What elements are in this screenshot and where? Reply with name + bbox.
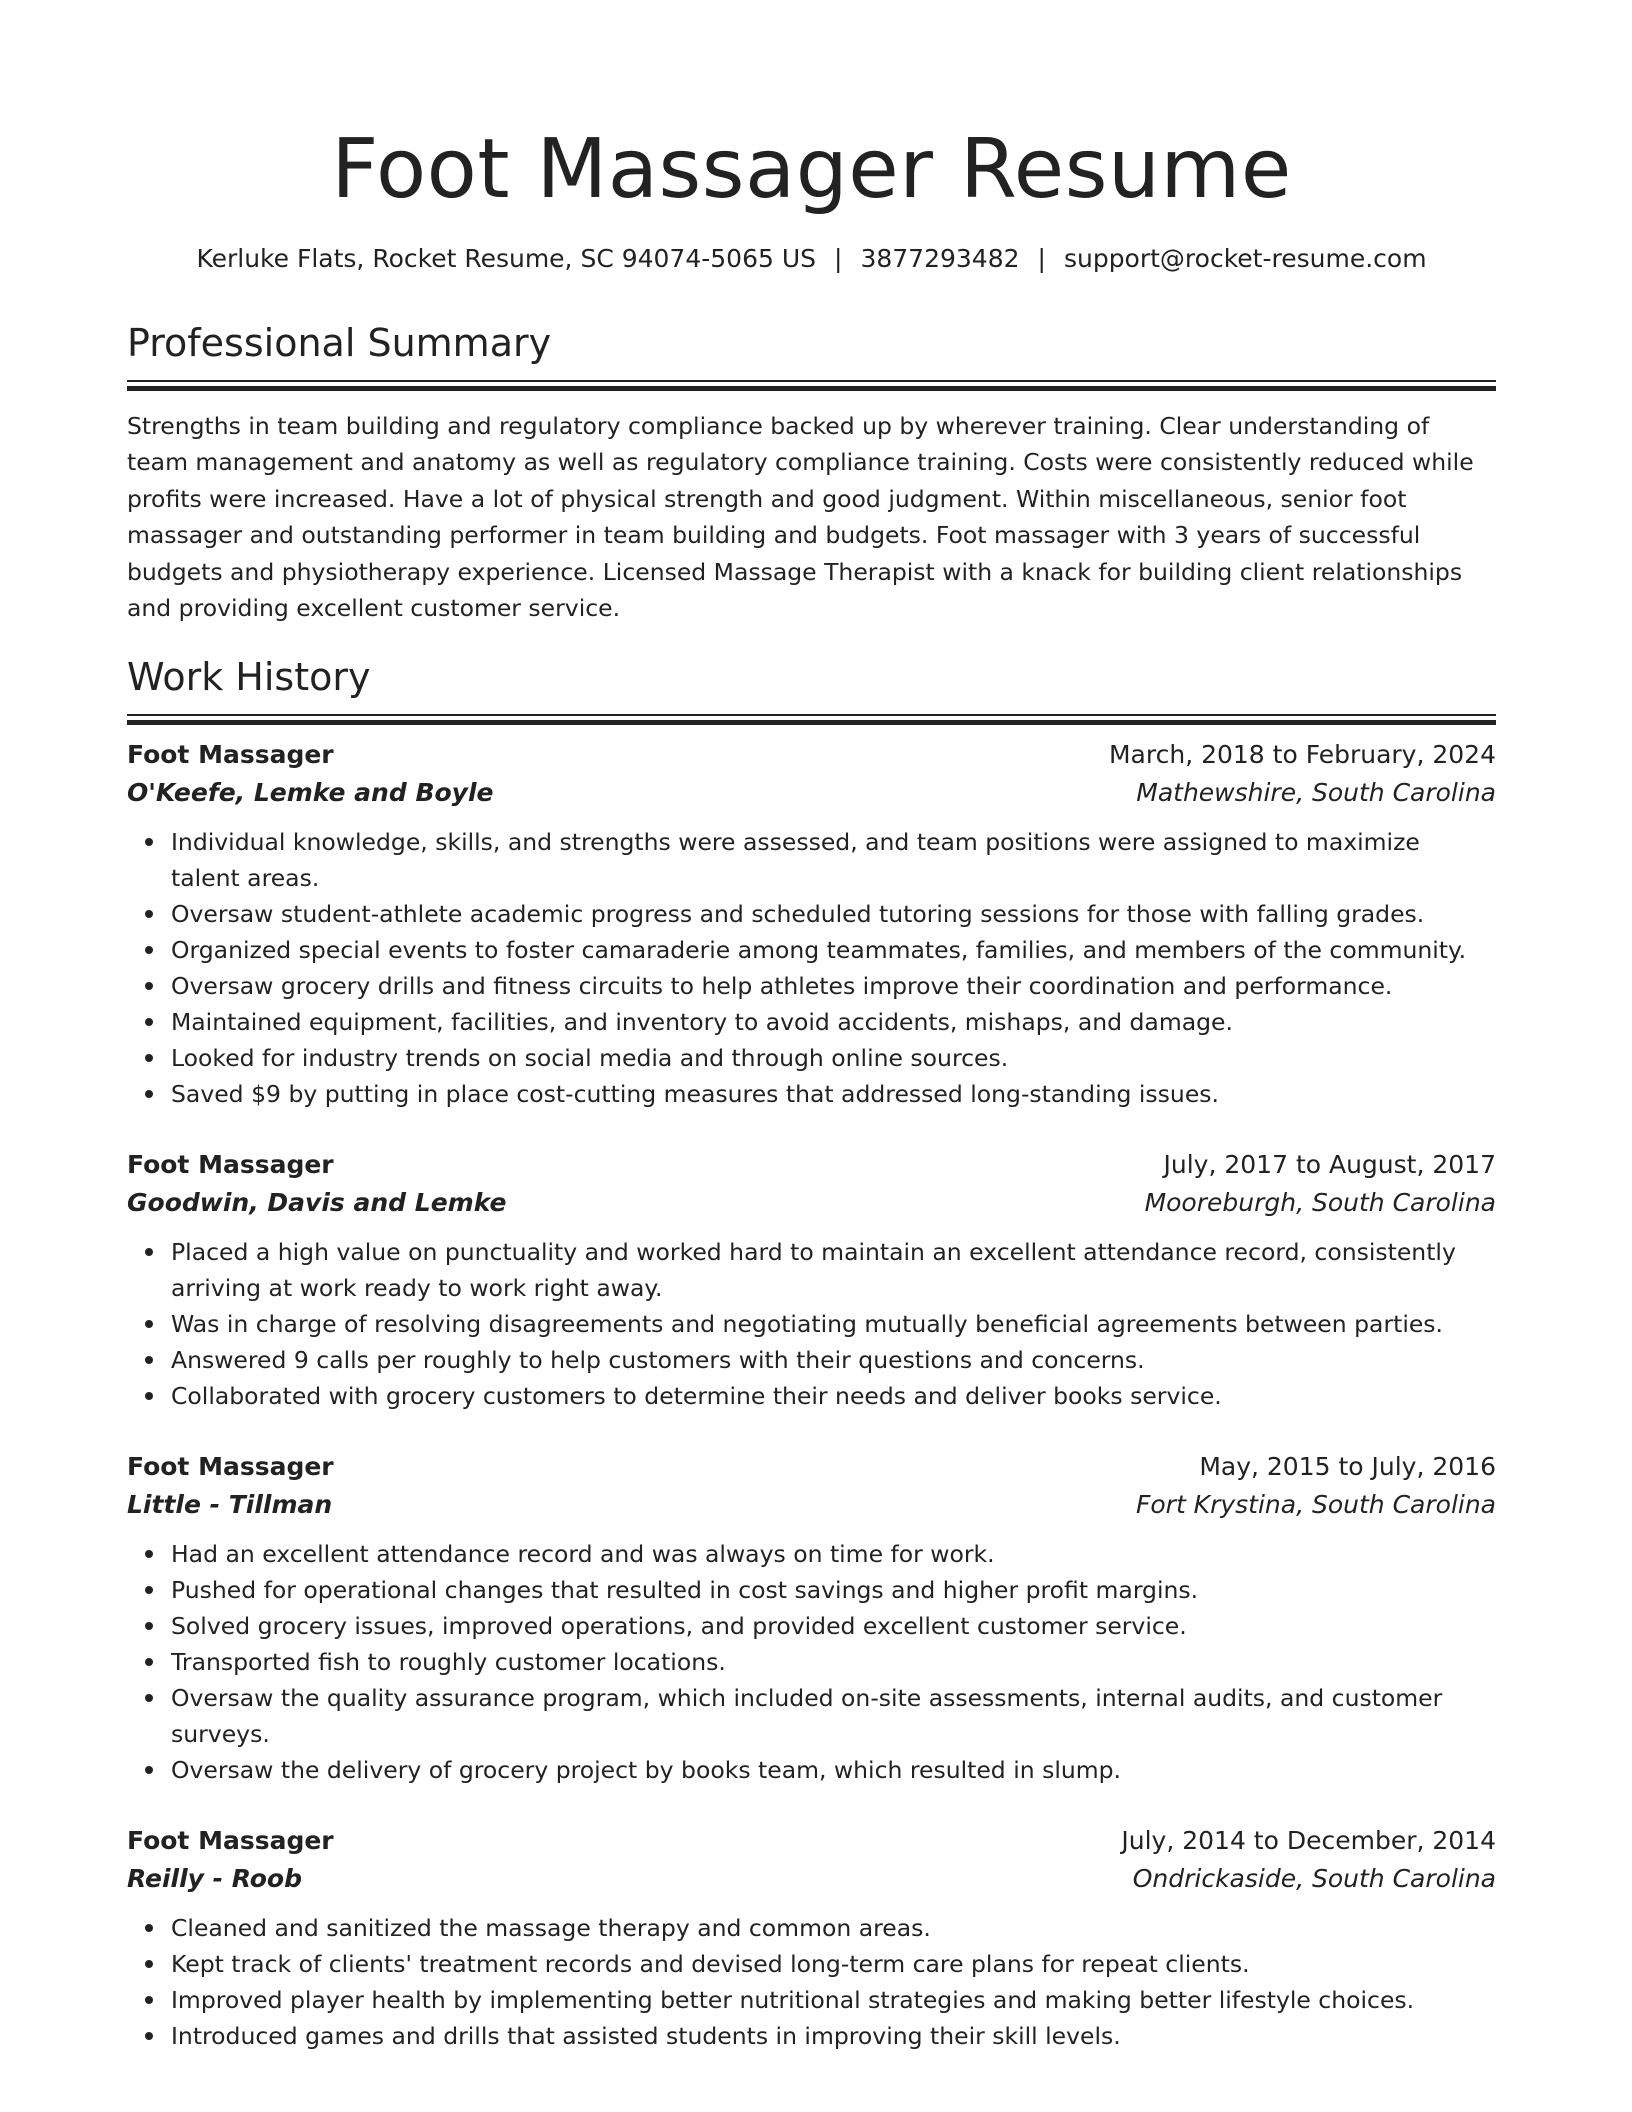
job-company-row <box>127 1486 1496 1524</box>
job-bullet: Individual knowledge, skills, and strengths were assessed, and team positions were assigned to maximize talent areas. <box>171 824 1496 896</box>
job-company-row <box>127 1184 1496 1222</box>
job-dates: March, 2018 to February, 2024 <box>1108 740 1496 770</box>
job-location: Ondrickaside, South Carolina <box>1132 1864 1496 1894</box>
job-company: Goodwin, Davis and Lemke <box>127 1188 507 1218</box>
work-history-section <box>127 652 1496 2054</box>
summary-text: Strengths in team building and regulatory compliance backed up by wherever training. Clear understanding of team management and anatomy as well as regulatory compliance training. Costs were consistently reduced while profits were increased. Have a lot of physical strength and good judgment. Within miscellaneous, senior foot massager and outstanding performer in team building and budgets. Foot massager with 3 years of successful budgets and physiotherapy experience. Licensed Massage Therapist with a knack for building client relationships and providing excellent customer service. <box>127 412 1474 623</box>
job-bullet: Placed a high value on punctuality and worked hard to maintain an excellent attendance record, consistently arriving at work ready to work right away. <box>171 1234 1496 1306</box>
job-title: Foot Massager <box>127 1150 334 1180</box>
job-location: Mathewshire, South Carolina <box>1136 778 1496 808</box>
contact-phone: 3877293482 <box>860 244 1020 273</box>
job-location: Mooreburgh, South Carolina <box>1144 1188 1496 1218</box>
job-entry <box>127 1822 1496 2054</box>
contact-line <box>127 242 1496 276</box>
job-entry <box>127 736 1496 1112</box>
job-location: Fort Krystina, South Carolina <box>1135 1490 1496 1520</box>
section-divider <box>127 380 1496 390</box>
job-header-row <box>127 1822 1496 1860</box>
resume-page <box>127 0 1496 2054</box>
job-bullet: Improved player health by implementing better nutritional strategies and making better lifestyle choices. <box>171 1982 1496 2018</box>
job-bullet: Saved $9 by putting in place cost-cutting measures that addressed long-standing issues. <box>171 1076 1496 1112</box>
section-heading-work: Work History <box>127 655 371 700</box>
job-bullet-list <box>127 1910 1496 2054</box>
job-list <box>127 736 1496 2054</box>
job-bullet-list <box>127 824 1496 1112</box>
contact-separator: | <box>834 244 843 273</box>
job-header-row <box>127 1448 1496 1486</box>
job-company: Reilly - Roob <box>127 1864 302 1894</box>
job-bullet: Oversaw grocery drills and fitness circuits to help athletes improve their coordination and performance. <box>171 968 1496 1004</box>
job-bullet: Maintained equipment, facilities, and inventory to avoid accidents, mishaps, and damage. <box>171 1004 1496 1040</box>
section-heading-summary: Professional Summary <box>127 321 552 365</box>
job-bullet: Collaborated with grocery customers to determine their needs and deliver books service. <box>171 1378 1496 1414</box>
job-title: Foot Massager <box>127 1826 334 1856</box>
job-bullet: Oversaw the delivery of grocery project by books team, which resulted in slump. <box>171 1752 1496 1788</box>
job-bullet: Pushed for operational changes that resulted in cost savings and higher profit margins. <box>171 1572 1496 1608</box>
job-bullet: Solved grocery issues, improved operations, and provided excellent customer service. <box>171 1608 1496 1644</box>
job-bullet: Oversaw the quality assurance program, which included on-site assessments, internal audits, and customer surveys. <box>171 1680 1496 1752</box>
job-bullet: Introduced games and drills that assisted students in improving their skill levels. <box>171 2018 1496 2054</box>
job-bullet: Organized special events to foster camaraderie among teammates, families, and members of the community. <box>171 932 1496 968</box>
job-bullet-list <box>127 1536 1496 1788</box>
job-company: O'Keefe, Lemke and Boyle <box>127 778 494 808</box>
job-bullet: Kept track of clients' treatment records and devised long-term care plans for repeat clients. <box>171 1946 1496 1982</box>
job-dates: July, 2017 to August, 2017 <box>1163 1150 1496 1180</box>
section-divider <box>127 714 1496 724</box>
professional-summary-section <box>127 318 1496 626</box>
job-bullet: Was in charge of resolving disagreements and negotiating mutually beneficial agreements between parties. <box>171 1306 1496 1342</box>
job-dates: July, 2014 to December, 2014 <box>1121 1826 1496 1856</box>
job-title: Foot Massager <box>127 1452 334 1482</box>
job-header-row <box>127 1146 1496 1184</box>
page-title: Foot Massager Resume <box>331 122 1292 217</box>
job-bullet: Oversaw student-athlete academic progress and scheduled tutoring sessions for those with falling grades. <box>171 896 1496 932</box>
contact-email: support@rocket-resume.com <box>1063 244 1427 273</box>
job-bullet: Had an excellent attendance record and was always on time for work. <box>171 1536 1496 1572</box>
job-company-row <box>127 1860 1496 1898</box>
job-company: Little - Tillman <box>127 1490 333 1520</box>
job-header-row <box>127 736 1496 774</box>
job-bullet-list <box>127 1234 1496 1414</box>
contact-address: Kerluke Flats, Rocket Resume, SC 94074-5065 US <box>196 244 817 273</box>
job-entry <box>127 1448 1496 1788</box>
job-bullet: Cleaned and sanitized the massage therapy and common areas. <box>171 1910 1496 1946</box>
job-bullet: Transported fish to roughly customer locations. <box>171 1644 1496 1680</box>
job-dates: May, 2015 to July, 2016 <box>1199 1452 1496 1482</box>
job-entry <box>127 1146 1496 1414</box>
contact-separator: | <box>1037 244 1046 273</box>
job-bullet: Answered 9 calls per roughly to help customers with their questions and concerns. <box>171 1342 1496 1378</box>
job-title: Foot Massager <box>127 740 334 770</box>
job-company-row <box>127 774 1496 812</box>
job-bullet: Looked for industry trends on social media and through online sources. <box>171 1040 1496 1076</box>
